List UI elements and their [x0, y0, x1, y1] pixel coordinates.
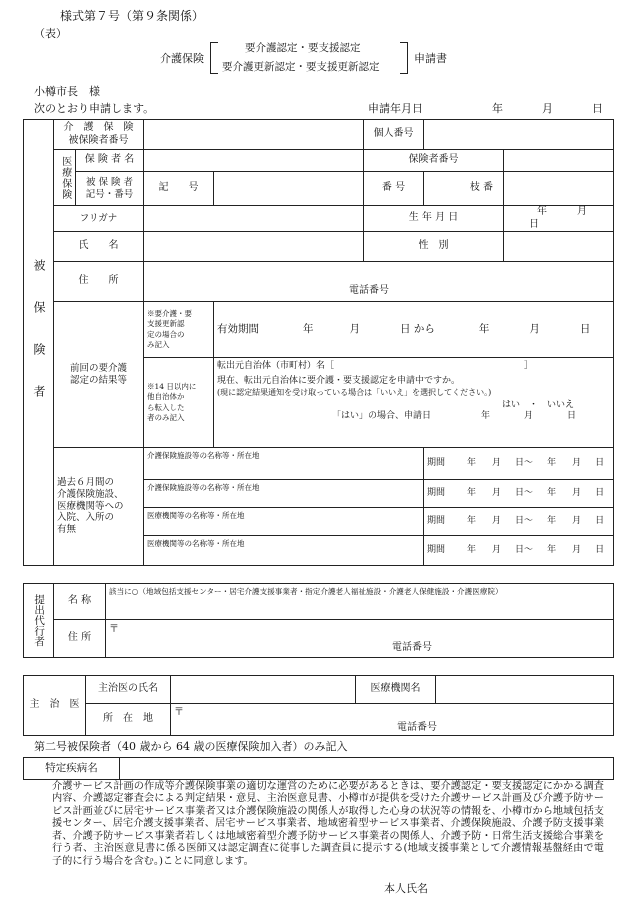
disease-label: 特定疾病名 [24, 758, 120, 780]
birth-field[interactable]: 年 月日 [504, 206, 614, 232]
doctor-section-label: 主 治 医 [24, 676, 86, 736]
title-bracket-left [210, 42, 218, 74]
birth-label: 生 年 月 日 [364, 206, 504, 232]
apply-date-month: 月 [542, 102, 553, 115]
apply-date-year: 年 [492, 102, 503, 115]
past-admission-label: 過去６月間の 介護保険施設、 医療機関等への 入院、入所の 有無 [54, 448, 144, 566]
insurance-no-label: 介 護 保 険 被保険者番号 [54, 120, 144, 150]
apply-date-label: 申請年月日 [368, 102, 423, 115]
consent-text: 介護サービス計画の作成等介護保険事業の適切な運営のために必要があるときは、要介護認定・要支援認定にかかる調査内容、介護認定審査会による判定結果・意見、主治医意見書、小樽市が提供を受けた介護サービス計画及び介護予防サービス計画並びに居宅サービス事業者又は介護保険施設の関係人が取得した心身の状況等の情報を、小樽市から地域包括支援センター、居宅介護支援事業者、居宅サービス事業者、地域密着型サービス事業者、介護保険施設、介護予防支援事業者、介護予防サービス事業者若しくは地域密着型介護予防サービス事業者の関係人、介護予防・日常生活支援総合事業を行う者、主治医意見書に係る医師又は認定調査に従事した調査員に提示する(地域支援事業として介護情報基盤経由で電子的に行う場合を含む。)ことに同意します。 [52, 781, 604, 867]
yes-no-choice[interactable]: はい ・ いいえ [501, 399, 574, 410]
signature-label: 本人氏名 [384, 882, 428, 895]
facility-3-field[interactable]: 医療機関等の名称等・所在地 [144, 508, 424, 536]
apply-date-day: 日 [592, 102, 603, 115]
doctor-table [23, 675, 614, 736]
disease-field[interactable] [120, 758, 614, 780]
facility-1-period[interactable]: 期間 年 月 日～ 年 月 日 [424, 448, 614, 480]
insurer-name-label: 保 険 者 名 [76, 150, 144, 172]
title-prefix: 介護保険 [160, 52, 204, 65]
title-option-1: 要介護認定・要支援認定 [245, 42, 361, 54]
agent-name-field[interactable]: 該当に○（地域包括支援センター・居宅介護支援事業者・指定介護老人福祉施設・介護老人保健施設・介護医療院） [106, 584, 614, 620]
agent-address-label: 住 所 [54, 620, 106, 658]
insured-section-label: 被保険者 [24, 120, 54, 566]
facility-2-period[interactable]: 期間 年 月 日～ 年 月 日 [424, 480, 614, 508]
agent-name-label: 名 称 [54, 584, 106, 620]
valid-period-field[interactable]: 有効期間 年 月 日 から 年 月 日 [214, 302, 614, 358]
institution-label: 医療機関名 [356, 676, 436, 704]
addressee: 小樽市長 様 [34, 85, 100, 98]
insurer-no-label: 保険者番号 [364, 150, 504, 172]
address-label: 住 所 [54, 262, 144, 302]
insurer-no-field[interactable] [504, 150, 614, 172]
furigana-field[interactable] [144, 206, 364, 232]
facility-4-field[interactable]: 医療機関等の名称等・所在地 [144, 536, 424, 566]
medical-insurance-label: 医療保険 [54, 150, 76, 206]
title-option-2: 要介護更新認定・要支援更新認定 [222, 61, 380, 73]
title-bracket-right [400, 42, 408, 74]
sex-label: 性 別 [364, 232, 504, 262]
sex-field[interactable] [504, 232, 614, 262]
personal-no-boxes[interactable] [424, 120, 614, 150]
furigana-label: フリガナ [54, 206, 144, 232]
prev-result-label: 前回の要介護 認定の結果等 [54, 302, 144, 448]
doctor-address-field[interactable]: 〒 電話番号 [171, 704, 614, 736]
name-label: 氏 名 [54, 232, 144, 262]
personal-no-label: 個人番号 [364, 120, 424, 150]
facility-1-field[interactable]: 介護保険施設等の名称等・所在地 [144, 448, 424, 480]
form-number: 様式第７号（第９条関係） [60, 9, 205, 23]
insurer-name-field[interactable] [144, 150, 364, 172]
title-suffix: 申請書 [414, 52, 447, 65]
agent-address-field[interactable]: 〒 電話番号 [106, 620, 614, 658]
lead-text: 次のとおり申請します。 [34, 102, 155, 115]
agent-table [23, 583, 614, 658]
doctor-address-label: 所 在 地 [86, 704, 171, 736]
bangou-label: 番 号 [364, 172, 424, 206]
name-field[interactable] [144, 232, 364, 262]
transfer-note: ※14 日以内に 他自治体か ら転入した 者のみ記入 [144, 358, 214, 448]
insured-table [23, 119, 614, 566]
facility-2-field[interactable]: 介護保険施設等の名称等・所在地 [144, 480, 424, 508]
edaban-field[interactable] [504, 172, 614, 206]
doctor-phone-label: 電話番号 [397, 722, 437, 733]
disease-table [23, 757, 614, 780]
transfer-field[interactable]: 転出元自治体（市町村）名［ ］ 現在、転出元自治体に要介護・要支援認定を申請中ですか。 (現に認定結果通知を受け取っている場合は「いいえ」を選択してください。) はい ・ いいえ 「はい」の場合、申請日 年 月 日 [214, 358, 614, 448]
doctor-name-field[interactable] [171, 676, 356, 704]
side-label: （表） [34, 27, 67, 40]
institution-field[interactable] [436, 676, 614, 704]
agent-phone-label: 電話番号 [392, 642, 432, 653]
kigou-label: 記 号 [144, 172, 214, 206]
insurance-no-boxes[interactable] [144, 120, 364, 150]
agent-section-label: 提出代行者 [24, 584, 54, 658]
facility-4-period[interactable]: 期間 年 月 日～ 年 月 日 [424, 536, 614, 566]
second-insured-title: 第二号被保険者（40 歳から 64 歳の医療保険加入者）のみ記入 [34, 740, 348, 753]
renewal-note: ※要介護・要 支援更新認 定の場合の み記入 [144, 302, 214, 358]
doctor-name-label: 主治医の氏名 [86, 676, 171, 704]
facility-3-period[interactable]: 期間 年 月 日～ 年 月 日 [424, 508, 614, 536]
insured-symbol-label: 被 保 険 者 記号・番号 [76, 172, 144, 206]
kigou-field[interactable] [214, 172, 364, 206]
edaban-label: 枝 番 [424, 172, 504, 206]
phone-label: 電話番号 [349, 284, 389, 296]
address-field[interactable] [144, 262, 614, 302]
